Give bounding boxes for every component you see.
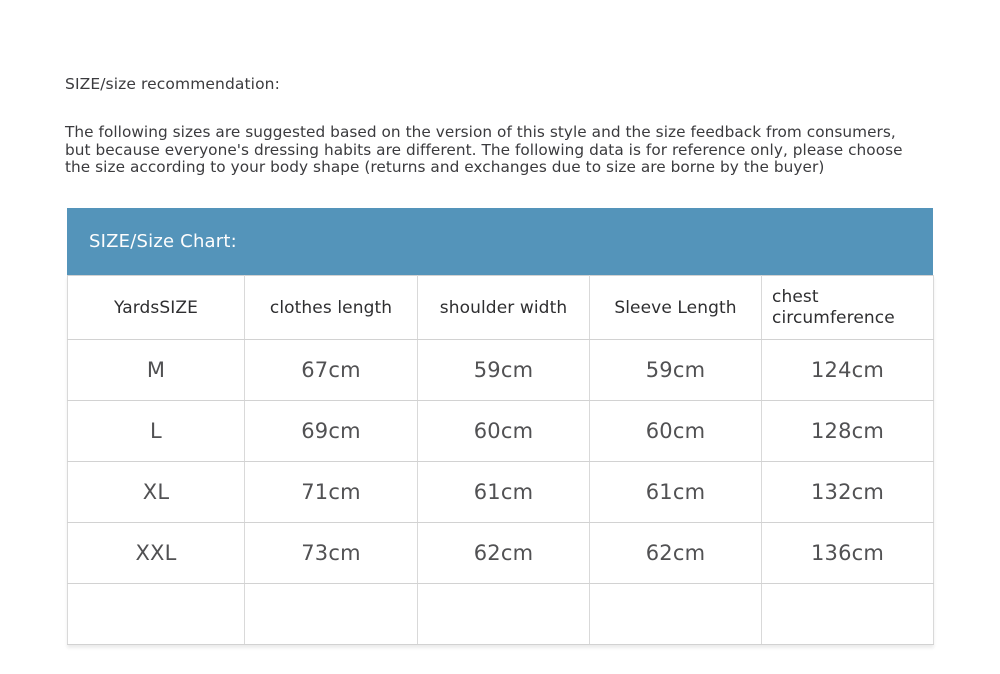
description-line: but because everyone's dressing habits are different. The following data is for reference only, please choose — [65, 140, 903, 159]
cell-empty — [590, 584, 762, 645]
size-chart-header-bar — [67, 208, 933, 275]
table-row — [68, 462, 934, 523]
cell-empty — [762, 584, 934, 645]
cell-shoulder-width: 60cm — [418, 401, 590, 462]
column-header-shoulder-width: shoulder width — [418, 276, 590, 340]
size-description — [65, 124, 903, 177]
cell-clothes-length: 73cm — [245, 523, 418, 584]
table-row — [68, 523, 934, 584]
cell-size: L — [68, 401, 245, 462]
table-row-empty — [68, 584, 934, 645]
table-row — [68, 340, 934, 401]
cell-shoulder-width: 62cm — [418, 523, 590, 584]
cell-size: XXL — [68, 523, 245, 584]
table-row — [68, 401, 934, 462]
cell-empty — [245, 584, 418, 645]
cell-sleeve-length: 61cm — [590, 462, 762, 523]
cell-shoulder-width: 59cm — [418, 340, 590, 401]
column-header-chest-circumference: chest circumference — [762, 276, 934, 340]
cell-size: M — [68, 340, 245, 401]
cell-clothes-length: 69cm — [245, 401, 418, 462]
size-chart-title: SIZE/Size Chart: — [89, 231, 237, 252]
cell-size: XL — [68, 462, 245, 523]
cell-sleeve-length: 62cm — [590, 523, 762, 584]
cell-sleeve-length: 59cm — [590, 340, 762, 401]
cell-shoulder-width: 61cm — [418, 462, 590, 523]
cell-empty — [68, 584, 245, 645]
description-line: the size according to your body shape (returns and exchanges due to size are borne by the buyer) — [65, 158, 825, 177]
cell-chest-circumference: 128cm — [762, 401, 934, 462]
table-header-row — [68, 276, 934, 340]
column-header-size: YardsSIZE — [68, 276, 245, 340]
cell-empty — [418, 584, 590, 645]
column-header-sleeve-length: Sleeve Length — [590, 276, 762, 340]
page-title: SIZE/size recommendation: — [65, 75, 280, 93]
cell-chest-circumference: 124cm — [762, 340, 934, 401]
cell-sleeve-length: 60cm — [590, 401, 762, 462]
column-header-clothes-length: clothes length — [245, 276, 418, 340]
size-chart-table — [67, 275, 934, 645]
cell-chest-circumference: 136cm — [762, 523, 934, 584]
cell-chest-circumference: 132cm — [762, 462, 934, 523]
description-line: The following sizes are suggested based on the version of this style and the size feedback from consumers, — [65, 123, 896, 141]
cell-clothes-length: 67cm — [245, 340, 418, 401]
cell-clothes-length: 71cm — [245, 462, 418, 523]
